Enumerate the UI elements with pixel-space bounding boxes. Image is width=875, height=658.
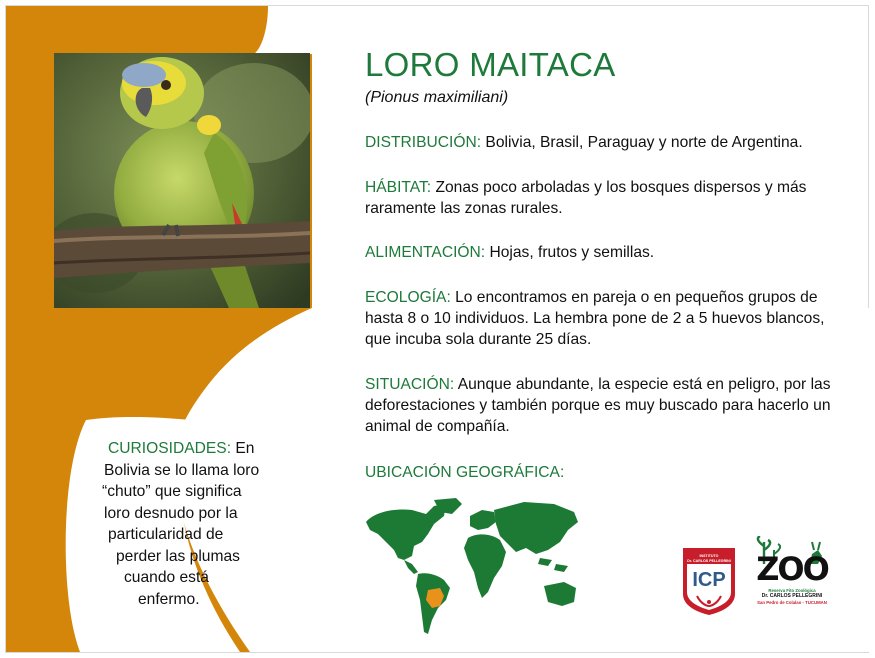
ubicacion-paragraph bbox=[365, 462, 835, 483]
ubicacion-label: UBICACIÓN GEOGRÁFICA: bbox=[365, 464, 565, 481]
curiosidades-line: cuando está bbox=[124, 569, 209, 586]
curiosidades-line: perder las plumas bbox=[116, 547, 240, 565]
species-title: LORO MAITACA bbox=[365, 46, 616, 83]
distribucion-paragraph bbox=[365, 132, 835, 153]
curiosidades-line: “chuto” que significa bbox=[102, 483, 242, 500]
curiosidades-box bbox=[98, 438, 283, 610]
ecologia-label: ECOLOGÍA: bbox=[365, 289, 451, 306]
curiosidades-line bbox=[108, 438, 283, 460]
curiosidades-label: CURIOSIDADES: bbox=[108, 440, 232, 457]
habitat-text: Zonas poco arboladas y los bosques dispersos y más raramente las zonas rurales. bbox=[365, 179, 807, 217]
alimentacion-paragraph bbox=[365, 242, 835, 263]
scientific-name: (Pionus maximiliani) bbox=[365, 89, 509, 106]
icp-top-name: Dr. CARLOS PELLEGRINI bbox=[687, 559, 731, 563]
situacion-paragraph bbox=[365, 374, 835, 437]
curiosidades-text: En bbox=[231, 440, 255, 457]
icp-institute-logo bbox=[681, 546, 737, 616]
distribucion-text: Bolivia, Brasil, Paraguay y norte de Argentina. bbox=[481, 134, 803, 151]
zoo-line-1: Reserva Fito Zoológica bbox=[768, 588, 816, 593]
curiosidades-line: Bolivia se lo llama loro bbox=[104, 461, 260, 479]
icp-letters: ICP bbox=[692, 569, 726, 591]
curiosidades-line: loro desnudo por la bbox=[104, 504, 238, 522]
ecologia-text: Lo encontramos en pareja o en pequeños grupos de hasta 8 o 10 individuos. La hembra pone de 2 a 5 huevos blancos, que incuba sola durante 25 días. bbox=[365, 289, 825, 348]
alimentacion-label: ALIMENTACIÓN: bbox=[365, 244, 486, 261]
alimentacion-text: Hojas, frutos y semillas. bbox=[485, 244, 655, 261]
curiosidades-line: particularidad de bbox=[108, 526, 224, 543]
habitat-paragraph bbox=[365, 177, 835, 219]
situacion-label: SITUACIÓN: bbox=[365, 376, 455, 393]
habitat-label: HÁBITAT: bbox=[365, 179, 432, 196]
zoo-word: ZOO bbox=[756, 550, 828, 588]
zoo-line-2: Dr. CARLOS PELLEGRINI bbox=[761, 593, 823, 599]
parrot-photo bbox=[54, 53, 310, 308]
ecologia-paragraph bbox=[365, 287, 835, 350]
zoo-reserve-logo bbox=[752, 536, 832, 614]
world-distribution-map bbox=[364, 494, 584, 639]
curiosidades-line: enfermo. bbox=[138, 590, 200, 608]
situacion-text: Aunque abundante, la especie está en peligro, por las deforestaciones y también porque es muy buscado para hacerlo un animal de compañía. bbox=[365, 376, 831, 435]
distribucion-label: DISTRIBUCIÓN: bbox=[365, 134, 482, 151]
zoo-line-3: San Pedro de Colalao - TUCUMAN bbox=[757, 600, 827, 605]
icp-top-small: INSTITUTO bbox=[699, 554, 719, 558]
